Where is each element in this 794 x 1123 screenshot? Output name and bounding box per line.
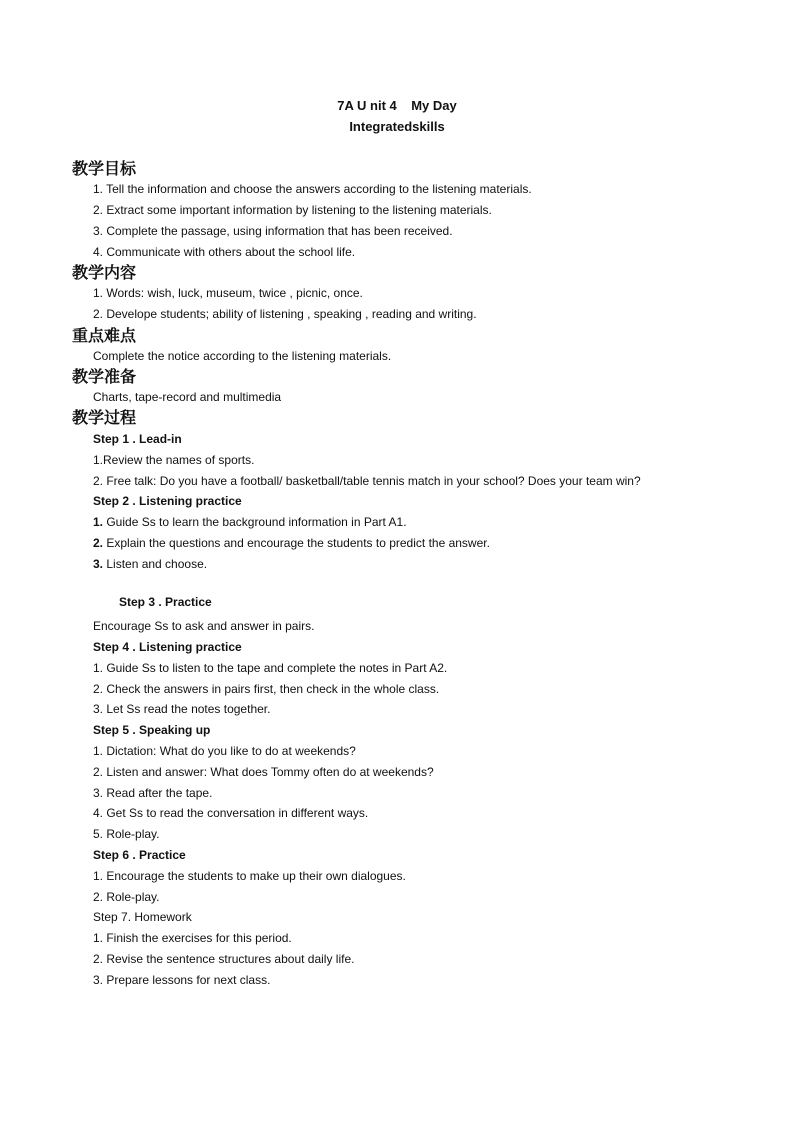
objective-item: 2. Extract some important information by listening to the listening materials. <box>93 203 492 217</box>
heading-process: 教学过程 <box>72 408 137 427</box>
step-title: Step 1 . Lead-in <box>93 432 182 446</box>
step-item: 1.Review the names of sports. <box>93 453 255 467</box>
document-subtitle: Integratedskills <box>349 119 445 134</box>
key-point-item: Complete the notice according to the listening materials. <box>93 349 392 363</box>
heading-preparation: 教学准备 <box>72 367 137 386</box>
step-item: 1. Dictation: What do you like to do at weekends? <box>93 744 356 758</box>
step-item-text: Listen and choose. <box>103 557 208 571</box>
step-item <box>93 514 407 530</box>
step-title: Step 3 . Practice <box>119 595 212 609</box>
document-title: 7A U nit 4 My Day <box>337 98 457 113</box>
step-item: 1. Guide Ss to listen to the tape and complete the notes in Part A2. <box>93 661 448 675</box>
step-item: 1. Finish the exercises for this period. <box>93 931 292 945</box>
step-item-text: Guide Ss to learn the background information in Part A1. <box>103 515 407 529</box>
step-item: 2. Check the answers in pairs first, then check in the whole class. <box>93 682 440 696</box>
step-title: Step 5 . Speaking up <box>93 723 211 737</box>
step-title: Step 2 . Listening practice <box>93 494 242 508</box>
step-item-number: 3. <box>93 557 104 571</box>
step-item <box>93 556 207 572</box>
step-item: 4. Get Ss to read the conversation in different ways. <box>93 806 369 820</box>
preparation-item: Charts, tape-record and multimedia <box>93 390 282 404</box>
step-item-number: 2. <box>93 536 104 550</box>
objective-item: 4. Communicate with others about the school life. <box>93 245 356 259</box>
step-item: Encourage Ss to ask and answer in pairs. <box>93 619 315 633</box>
content-item: 1. Words: wish, luck, museum, twice , picnic, once. <box>93 286 363 300</box>
heading-objectives: 教学目标 <box>72 159 137 178</box>
step-title: Step 4 . Listening practice <box>93 640 242 654</box>
step-title: Step 6 . Practice <box>93 848 186 862</box>
step-item: 2. Revise the sentence structures about daily life. <box>93 952 355 966</box>
step-item: 3. Let Ss read the notes together. <box>93 702 271 716</box>
heading-content: 教学内容 <box>72 263 137 282</box>
step-item: 2. Listen and answer: What does Tommy often do at weekends? <box>93 765 434 779</box>
step-item: 2. Role-play. <box>93 890 160 904</box>
step-item-number: 1. <box>93 515 104 529</box>
step-item <box>93 535 490 551</box>
step-item: 2. Free talk: Do you have a football/ basketball/table tennis match in your school? Does your team win? <box>93 474 641 488</box>
step-item-text: Explain the questions and encourage the students to predict the answer. <box>103 536 490 550</box>
objective-item: 3. Complete the passage, using information that has been received. <box>93 224 453 238</box>
heading-key-points: 重点难点 <box>72 326 137 345</box>
objective-item: 1. Tell the information and choose the answers according to the listening materials. <box>93 182 532 196</box>
content-item: 2. Develope students; ability of listening , speaking , reading and writing. <box>93 307 477 321</box>
step-item: 3. Prepare lessons for next class. <box>93 973 271 987</box>
step-item: 3. Read after the tape. <box>93 786 213 800</box>
step-item: 1. Encourage the students to make up their own dialogues. <box>93 869 406 883</box>
step-item: 5. Role-play. <box>93 827 160 841</box>
step-title: Step 7. Homework <box>93 910 192 924</box>
